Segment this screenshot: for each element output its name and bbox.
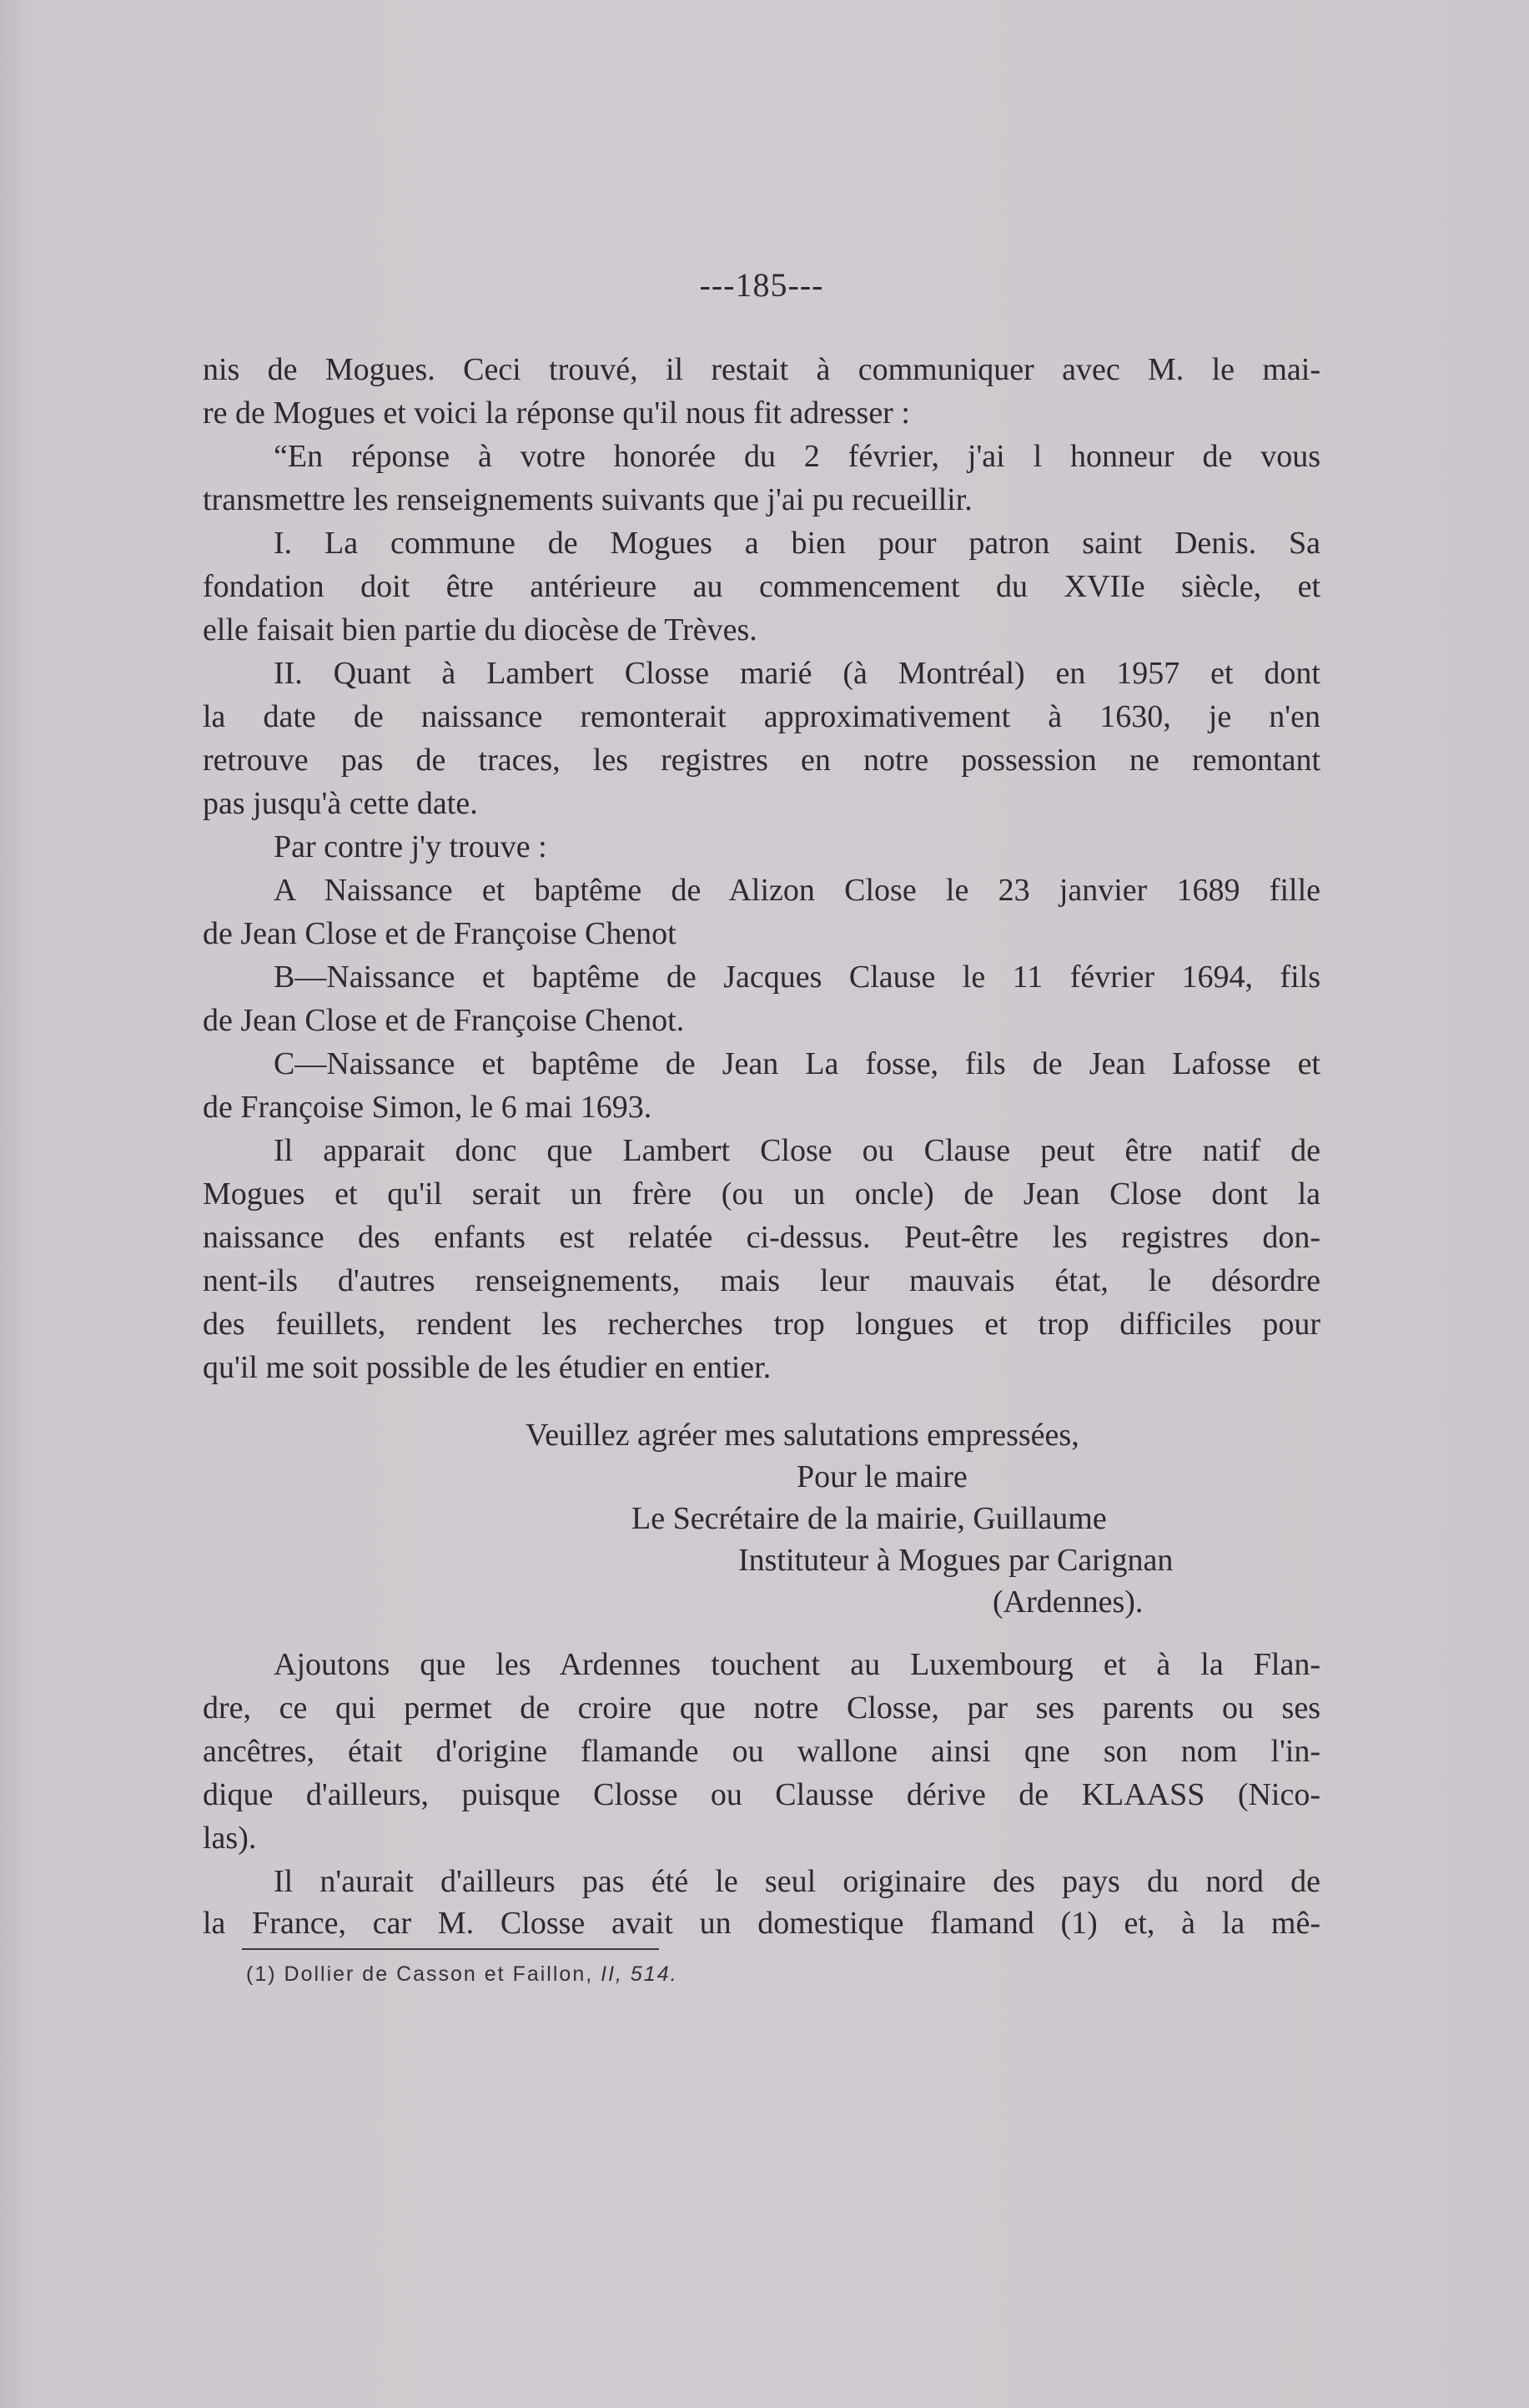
body-line: elle faisait bien partie du diocèse de Trèves. — [203, 612, 757, 647]
body-line: II. Quant à Lambert Closse marié (à Montréal) en 1957 et dont — [274, 656, 1320, 691]
body-line: nis de Mogues. Ceci trouvé, il restait à communiquer avec M. le mai- — [203, 352, 1320, 387]
body-line: la France, car M. Closse avait un domestique flamand (1) et, à la mê- — [203, 1906, 1320, 1941]
body-line: la date de naissance remonterait approximativement à 1630, je n'en — [203, 699, 1320, 734]
body-line: C—Naissance et baptême de Jean La fosse, fils de Jean Lafosse et — [274, 1046, 1320, 1081]
body-line: Par contre j'y trouve : — [274, 829, 547, 864]
footnote-reference: II, 514. — [601, 1962, 678, 1986]
body-line: A Naissance et baptême de Alizon Close le 23 janvier 1689 fille — [274, 873, 1320, 908]
closing-secretary: Le Secrétaire de la mairie, Guillaume — [631, 1501, 1107, 1536]
body-line: Il apparait donc que Lambert Close ou Clause peut être natif de — [274, 1133, 1320, 1168]
body-line: re de Mogues et voici la réponse qu'il nous fit adresser : — [203, 395, 910, 431]
body-line: dre, ce qui permet de croire que notre Closse, par ses parents ou ses — [203, 1690, 1320, 1725]
body-line: las). — [203, 1821, 257, 1856]
closing-region: (Ardennes). — [993, 1584, 1144, 1620]
body-line: de Jean Close et de Françoise Chenot. — [203, 1003, 685, 1038]
body-line: qu'il me soit possible de les étudier en entier. — [203, 1350, 772, 1385]
footnote — [246, 1962, 678, 1987]
body-line: Ajoutons que les Ardennes touchent au Luxembourg et à la Flan- — [274, 1647, 1320, 1682]
body-line: “En réponse à votre honorée du 2 février, j'ai l honneur de vous — [274, 439, 1320, 474]
body-line: ancêtres, était d'origine flamande ou wallone ainsi qne son nom l'in- — [203, 1734, 1320, 1769]
footnote-text: Dollier de Casson et Faillon, — [284, 1962, 594, 1986]
footnote-marker: (1) — [246, 1962, 277, 1986]
body-line: Il n'aurait d'ailleurs pas été le seul originaire des pays du nord de — [274, 1864, 1320, 1899]
footnote-divider — [242, 1948, 659, 1950]
closing-for-mayor: Pour le maire — [797, 1459, 968, 1494]
body-line: retrouve pas de traces, les registres en notre possession ne remontant — [203, 743, 1320, 778]
body-line: fondation doit être antérieure au commencement du XVIIe siècle, et — [203, 569, 1320, 604]
body-line: pas jusqu'à cette date. — [203, 786, 478, 821]
body-line: dique d'ailleurs, puisque Closse ou Clausse dérive de KLAASS (Nico- — [203, 1777, 1320, 1812]
body-line: des feuillets, rendent les recherches trop longues et trop difficiles pour — [203, 1307, 1320, 1342]
body-line: de Jean Close et de Françoise Chenot — [203, 916, 676, 951]
closing-teacher: Instituteur à Mogues par Carignan — [738, 1543, 1174, 1578]
body-line: I. La commune de Mogues a bien pour patron saint Denis. Sa — [274, 526, 1320, 561]
closing-salutation: Veuillez agréer mes salutations empressées, — [526, 1418, 1079, 1453]
body-line: transmettre les renseignements suivants que j'ai pu recueillir. — [203, 482, 973, 517]
body-line: B—Naissance et baptême de Jacques Clause le 11 février 1694, fils — [274, 960, 1320, 995]
page-number: ---185--- — [699, 266, 824, 304]
body-line: nent-ils d'autres renseignements, mais leur mauvais état, le désordre — [203, 1263, 1320, 1298]
body-line: Mogues et qu'il serait un frère (ou un oncle) de Jean Close dont la — [203, 1176, 1320, 1212]
body-line: de Françoise Simon, le 6 mai 1693. — [203, 1090, 652, 1125]
body-line: naissance des enfants est relatée ci-dessus. Peut-être les registres don- — [203, 1220, 1320, 1255]
